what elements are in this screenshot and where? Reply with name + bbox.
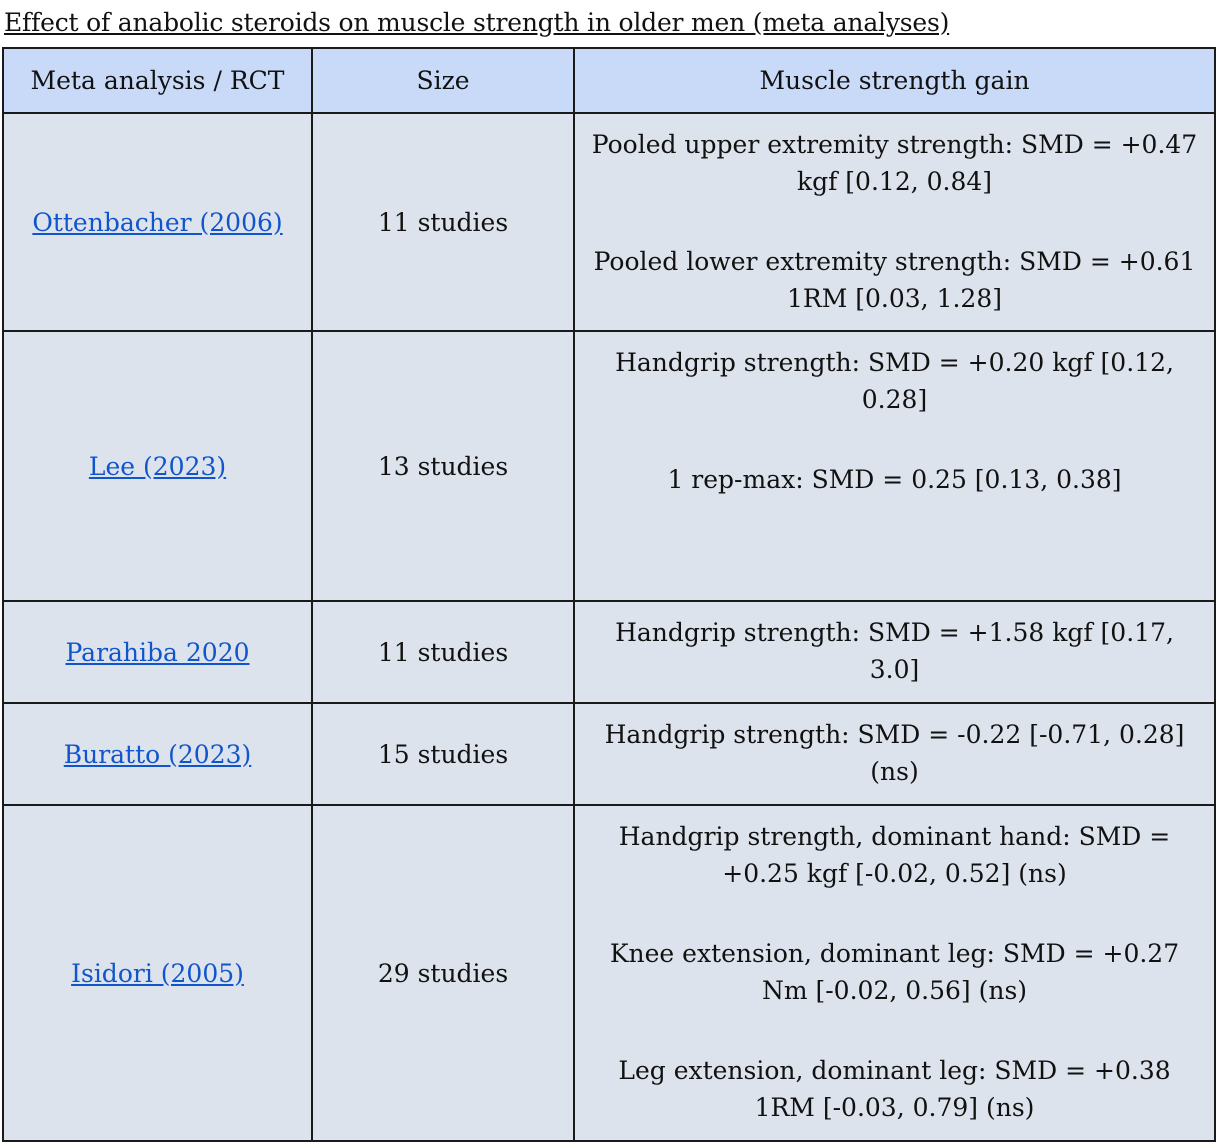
gain-text: Handgrip strength: SMD = -0.22 [-0.71, 0.28] (ns) — [604, 720, 1185, 786]
header-size: Size — [312, 48, 574, 113]
study-cell — [3, 601, 312, 703]
study-link-isidori[interactable]: Isidori (2005) — [71, 958, 244, 988]
gain-text: Knee extension, dominant leg: SMD = +0.27 Nm [-0.02, 0.56] (ns) — [609, 939, 1180, 1005]
gain-cell — [574, 601, 1215, 703]
size-cell: 29 studies — [312, 805, 574, 1141]
study-link-ottenbacher[interactable]: Ottenbacher (2006) — [32, 207, 283, 237]
gain-text: Pooled upper extremity strength: SMD = +0.47 kgf [0.12, 0.84] — [591, 130, 1198, 196]
size-cell: 11 studies — [312, 113, 574, 331]
gain-text: Handgrip strength, dominant hand: SMD = +0.25 kgf [-0.02, 0.52] (ns) — [618, 822, 1171, 888]
gain-text: Pooled lower extremity strength: SMD = +0.61 1RM [0.03, 1.28] — [593, 247, 1196, 313]
study-link-lee[interactable]: Lee (2023) — [88, 451, 227, 481]
gain-text: Leg extension, dominant leg: SMD = +0.38 1RM [-0.03, 0.79] (ns) — [618, 1056, 1171, 1122]
table-row — [3, 331, 1215, 601]
gain-text: Handgrip strength: SMD = +0.20 kgf [0.12, 0.28] — [615, 348, 1174, 414]
table-row — [3, 601, 1215, 703]
table-row — [3, 113, 1215, 331]
size-cell: 11 studies — [312, 601, 574, 703]
gain-cell — [574, 703, 1215, 805]
header-muscle-strength-gain: Muscle strength gain — [574, 48, 1215, 113]
study-cell — [3, 805, 312, 1141]
meta-analysis-table — [2, 47, 1216, 1142]
table-caption: Effect of anabolic steroids on muscle strength in older men (meta analyses) — [4, 8, 950, 37]
study-link-buratto[interactable]: Buratto (2023) — [63, 739, 252, 769]
size-cell: 13 studies — [312, 331, 574, 601]
study-link-parahiba[interactable]: Parahiba 2020 — [65, 637, 250, 667]
gain-text: Handgrip strength: SMD = +1.58 kgf [0.17, 3.0] — [615, 618, 1174, 684]
table-row — [3, 805, 1215, 1141]
gain-cell — [574, 331, 1215, 601]
gain-cell — [574, 113, 1215, 331]
header-row — [3, 48, 1215, 113]
gain-cell — [574, 805, 1215, 1141]
gain-text: 1 rep-max: SMD = 0.25 [0.13, 0.38] — [667, 465, 1122, 494]
study-cell — [3, 703, 312, 805]
study-cell — [3, 331, 312, 601]
study-cell — [3, 113, 312, 331]
table-row — [3, 703, 1215, 805]
size-cell: 15 studies — [312, 703, 574, 805]
header-meta-analysis: Meta analysis / RCT — [3, 48, 312, 113]
